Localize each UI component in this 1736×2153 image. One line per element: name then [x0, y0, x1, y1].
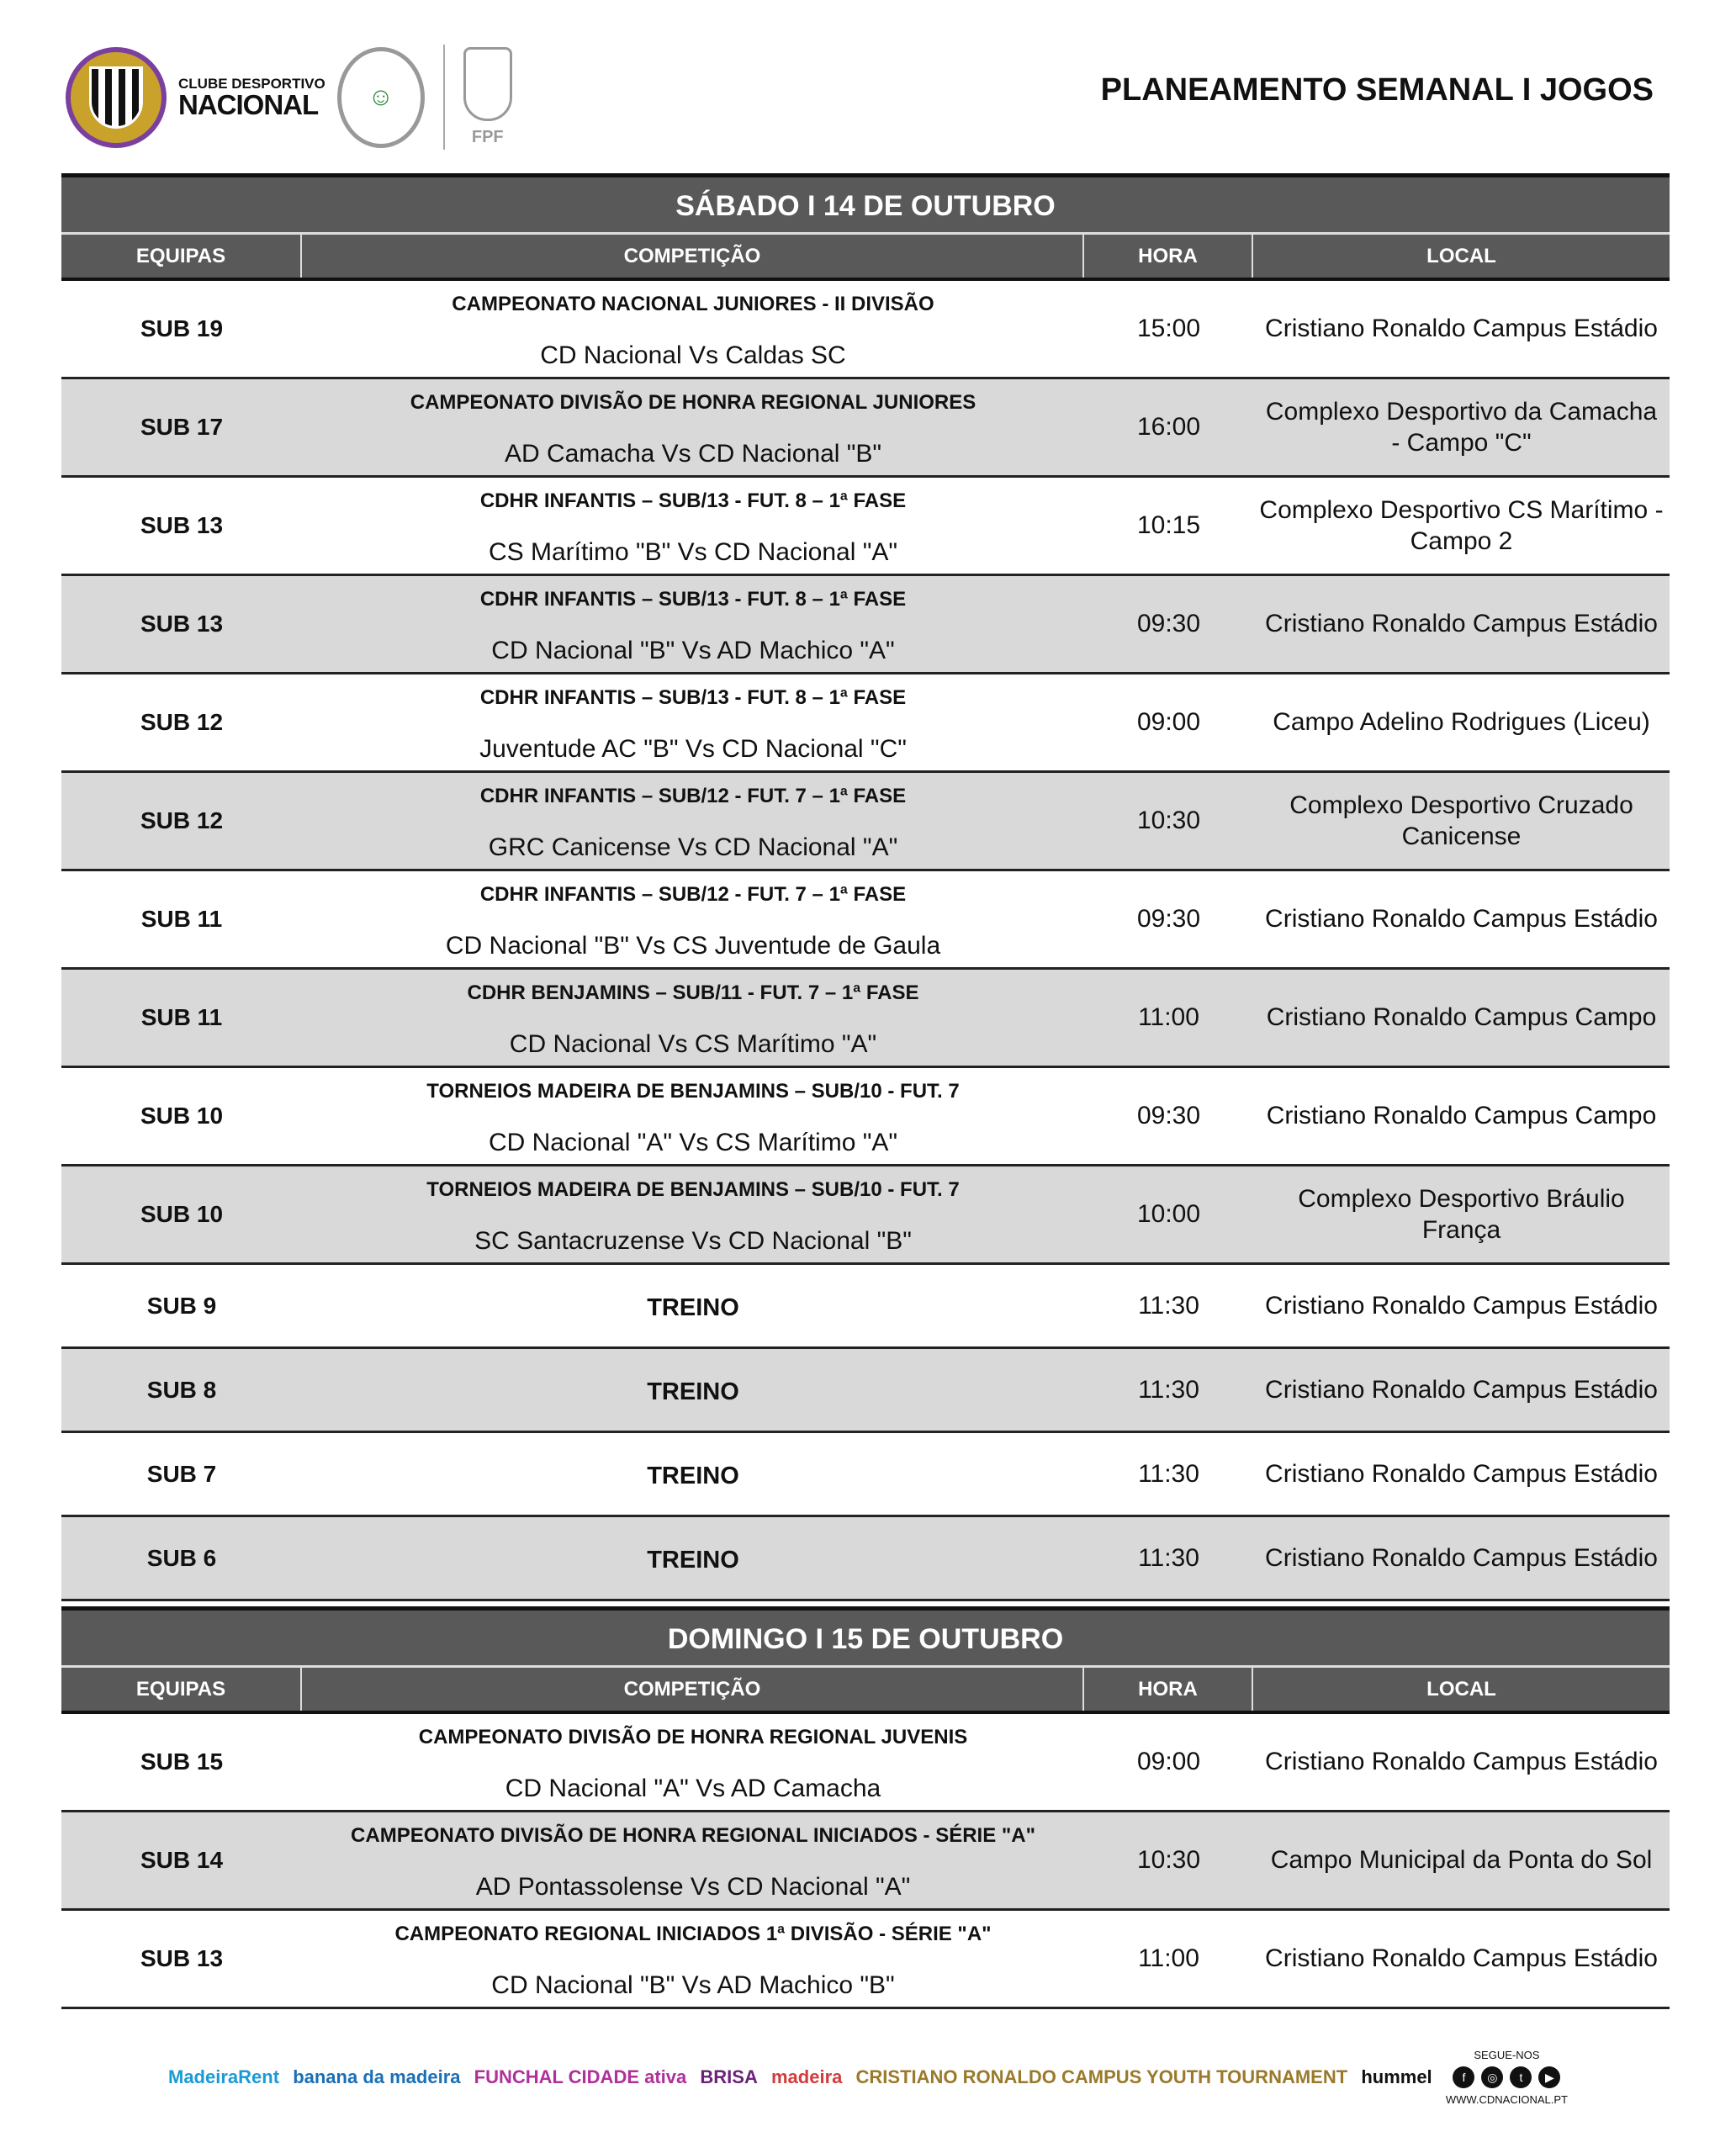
- table-row: [61, 1517, 1670, 1601]
- sponsor-logo: MadeiraRent: [168, 2066, 280, 2087]
- team-cell: SUB 15: [140, 1748, 224, 1775]
- competition-cell: [302, 478, 1084, 574]
- competition-name: TORNEIOS MADEIRA DE BENJAMINS – SUB/10 - FUT. 7: [426, 1178, 960, 1201]
- competition-cell: [302, 1166, 1084, 1262]
- schedule-table-day-1: [61, 173, 1670, 1601]
- column-header: COMPETIÇÃO: [302, 235, 1084, 278]
- competition-cell: [302, 674, 1084, 770]
- competition-cell: [302, 970, 1084, 1066]
- sponsors-footer: [168, 2035, 1568, 2119]
- time-cell: 11:00: [1138, 1003, 1199, 1031]
- schedule-table-day-2: [61, 1606, 1670, 2009]
- competition-name: CDHR INFANTIS – SUB/12 - FUT. 7 – 1ª FASE: [479, 785, 907, 807]
- competition-name: CDHR INFANTIS – SUB/13 - FUT. 8 – 1ª FASE: [479, 489, 907, 512]
- location-cell: Cristiano Ronaldo Campus Estádio: [1265, 1459, 1658, 1488]
- table-row: [61, 478, 1670, 576]
- table-row: [61, 1068, 1670, 1166]
- team-cell: SUB 17: [140, 414, 224, 440]
- table-row: [61, 576, 1670, 674]
- certification-logo: ☺: [337, 47, 425, 148]
- competition-name: CAMPEONATO REGIONAL INICIADOS 1ª DIVISÃO - SÉRIE "A": [394, 1923, 992, 1945]
- time-cell: 09:30: [1136, 610, 1201, 637]
- column-header: EQUIPAS: [61, 1668, 302, 1711]
- day-title: DOMINGO I 15 DE OUTUBRO: [61, 1606, 1670, 1665]
- location-cell: Complexo Desportivo Bráulio França: [1298, 1184, 1625, 1244]
- location-cell: Campo Adelino Rodrigues (Liceu): [1273, 708, 1650, 737]
- match-name: CD Nacional Vs Caldas SC: [540, 341, 846, 369]
- table-row: [61, 773, 1670, 871]
- fpf-logo: [463, 47, 512, 147]
- table-row: [61, 1166, 1670, 1265]
- youtube-icon[interactable]: ▶: [1538, 2066, 1560, 2088]
- competition-cell: [302, 1517, 1084, 1599]
- team-cell: SUB 13: [140, 1945, 224, 1971]
- competition-cell: [302, 1349, 1084, 1431]
- table-row: [61, 1433, 1670, 1517]
- competition-name: CAMPEONATO DIVISÃO DE HONRA REGIONAL JUVENIS: [418, 1726, 968, 1748]
- table-row: [61, 1714, 1670, 1812]
- competition-name: CDHR INFANTIS – SUB/12 - FUT. 7 – 1ª FASE: [479, 883, 907, 906]
- competition-name: CDHR BENJAMINS – SUB/11 - FUT. 7 – 1ª FASE: [467, 981, 919, 1004]
- match-name: CD Nacional "B" Vs AD Machico "B": [491, 1971, 895, 1999]
- table-row: [61, 1265, 1670, 1349]
- website-link[interactable]: WWW.CDNACIONAL.PT: [1445, 2093, 1568, 2106]
- table-row: [61, 871, 1670, 970]
- team-cell: SUB 11: [140, 906, 223, 932]
- time-cell: 10:30: [1136, 807, 1201, 834]
- location-cell: Cristiano Ronaldo Campus Estádio: [1265, 905, 1658, 934]
- competition-cell: [302, 1433, 1084, 1515]
- competition-cell: [302, 1265, 1084, 1346]
- competition-name: TREINO: [647, 1378, 739, 1405]
- team-cell: SUB 6: [146, 1544, 217, 1571]
- sponsor-logo: FUNCHAL CIDADE ativa: [474, 2066, 687, 2087]
- time-cell: 11:30: [1138, 1543, 1199, 1572]
- time-cell: 11:30: [1138, 1459, 1199, 1488]
- club-name-line1: CLUBE DESPORTIVO: [178, 75, 326, 92]
- time-cell: 09:30: [1136, 905, 1201, 933]
- sponsor-logo: hummel: [1361, 2066, 1432, 2087]
- club-name: [178, 77, 326, 119]
- time-cell: 09:00: [1136, 708, 1201, 736]
- competition-cell: [302, 871, 1084, 967]
- team-cell: SUB 8: [146, 1376, 217, 1403]
- location-cell: Cristiano Ronaldo Campus Campo: [1266, 1102, 1657, 1130]
- match-name: CD Nacional "B" Vs CS Juventude de Gaula: [445, 932, 941, 960]
- club-crest-logo: [66, 47, 167, 148]
- competition-cell: [302, 281, 1084, 377]
- follow-label: SEGUE-NOS: [1474, 2049, 1540, 2061]
- competition-name: TREINO: [647, 1294, 739, 1321]
- competition-cell: [302, 1812, 1084, 1908]
- team-cell: SUB 12: [140, 807, 224, 833]
- fpf-label: FPF: [471, 128, 504, 146]
- column-header: HORA: [1084, 235, 1253, 278]
- location-cell: Cristiano Ronaldo Campus Estádio: [1265, 1543, 1658, 1572]
- team-cell: SUB 9: [146, 1292, 217, 1319]
- competition-cell: [302, 1714, 1084, 1810]
- sponsor-logo: banana da madeira: [293, 2066, 461, 2087]
- time-cell: 10:00: [1136, 1200, 1201, 1228]
- match-name: AD Camacha Vs CD Nacional "B": [504, 440, 882, 468]
- instagram-icon[interactable]: ◎: [1481, 2066, 1503, 2088]
- table-row: [61, 1812, 1670, 1911]
- match-name: Juventude AC "B" Vs CD Nacional "C": [479, 735, 907, 763]
- table-row: [61, 1349, 1670, 1433]
- table-row: [61, 674, 1670, 773]
- competition-name: CDHR INFANTIS – SUB/13 - FUT. 8 – 1ª FASE: [479, 588, 907, 611]
- location-cell: Cristiano Ronaldo Campus Estádio: [1265, 1748, 1658, 1776]
- competition-name: TREINO: [647, 1547, 739, 1574]
- social-icons: [1453, 2066, 1560, 2088]
- time-cell: 11:30: [1138, 1291, 1199, 1320]
- location-cell: Complexo Desportivo CS Marítimo - Campo 2: [1259, 495, 1664, 555]
- time-cell: 11:00: [1138, 1944, 1199, 1972]
- team-cell: SUB 10: [140, 1201, 224, 1227]
- time-cell: 16:00: [1136, 413, 1201, 441]
- time-cell: 11:30: [1138, 1375, 1199, 1404]
- facebook-icon[interactable]: f: [1453, 2066, 1474, 2088]
- club-name-line2: NACIONAL: [178, 88, 319, 120]
- competition-cell: [302, 379, 1084, 475]
- competition-cell: [302, 1068, 1084, 1164]
- match-name: CD Nacional "A" Vs CS Marítimo "A": [488, 1129, 898, 1156]
- match-name: GRC Canicense Vs CD Nacional "A": [488, 833, 898, 861]
- team-cell: SUB 12: [140, 709, 224, 735]
- page-title: PLANEAMENTO SEMANAL I JOGOS: [1100, 72, 1654, 108]
- location-cell: Cristiano Ronaldo Campus Estádio: [1265, 1291, 1658, 1320]
- location-cell: Campo Municipal da Ponta do Sol: [1270, 1846, 1653, 1875]
- team-cell: SUB 7: [146, 1460, 217, 1487]
- sponsor-logo: CRISTIANO RONALDO CAMPUS YOUTH TOURNAMENT: [855, 2066, 1348, 2087]
- sponsor-logo: BRISA: [700, 2066, 758, 2087]
- table-row: [61, 379, 1670, 478]
- day-title: SÁBADO I 14 DE OUTUBRO: [61, 173, 1670, 232]
- location-cell: Cristiano Ronaldo Campus Campo: [1266, 1003, 1657, 1032]
- column-header: LOCAL: [1426, 1677, 1496, 1701]
- match-name: CD Nacional "B" Vs AD Machico "A": [491, 637, 895, 664]
- time-cell: 10:15: [1136, 511, 1201, 539]
- team-cell: SUB 13: [140, 512, 224, 538]
- column-header: HORA: [1084, 1668, 1253, 1711]
- competition-cell: [302, 1911, 1084, 2007]
- location-cell: Complexo Desportivo Cruzado Canicense: [1289, 791, 1633, 850]
- logos: [66, 40, 512, 154]
- competition-name: CAMPEONATO NACIONAL JUNIORES - II DIVISÃO: [452, 293, 934, 315]
- table-row: [61, 281, 1670, 379]
- location-cell: Cristiano Ronaldo Campus Estádio: [1265, 315, 1658, 343]
- match-name: CD Nacional Vs CS Marítimo "A": [509, 1030, 877, 1058]
- location-cell: Cristiano Ronaldo Campus Estádio: [1265, 1375, 1658, 1404]
- competition-name: CAMPEONATO DIVISÃO DE HONRA REGIONAL JUNIORES: [410, 391, 977, 414]
- twitter-icon[interactable]: t: [1510, 2066, 1532, 2088]
- competition-name: CDHR INFANTIS – SUB/13 - FUT. 8 – 1ª FASE: [479, 686, 907, 709]
- team-cell: SUB 11: [140, 1004, 223, 1030]
- location-cell: Cristiano Ronaldo Campus Estádio: [1265, 610, 1658, 638]
- competition-name: CAMPEONATO DIVISÃO DE HONRA REGIONAL INICIADOS - SÉRIE "A": [351, 1824, 1035, 1847]
- social-block: [1446, 2049, 1568, 2106]
- team-cell: SUB 19: [140, 315, 224, 341]
- divider: [443, 45, 445, 150]
- competition-cell: [302, 773, 1084, 869]
- competition-name: TORNEIOS MADEIRA DE BENJAMINS – SUB/10 - FUT. 7: [426, 1080, 960, 1103]
- location-cell: Cristiano Ronaldo Campus Estádio: [1265, 1944, 1658, 1973]
- match-name: CD Nacional "A" Vs AD Camacha: [505, 1775, 881, 1802]
- match-name: CS Marítimo "B" Vs CD Nacional "A": [488, 538, 898, 566]
- match-name: AD Pontassolense Vs CD Nacional "A": [475, 1873, 911, 1901]
- time-cell: 15:00: [1136, 315, 1201, 342]
- competition-name: TREINO: [647, 1463, 739, 1489]
- location-cell: Complexo Desportivo da Camacha - Campo "C": [1265, 397, 1658, 457]
- time-cell: 09:30: [1136, 1102, 1201, 1129]
- column-header: COMPETIÇÃO: [302, 1668, 1084, 1711]
- team-cell: SUB 10: [140, 1103, 224, 1129]
- column-header: EQUIPAS: [61, 235, 302, 278]
- match-name: SC Santacruzense Vs CD Nacional "B": [474, 1227, 912, 1255]
- team-cell: SUB 13: [140, 611, 224, 637]
- column-header: LOCAL: [1426, 244, 1496, 267]
- time-cell: 09:00: [1136, 1748, 1201, 1775]
- column-headers: [61, 1665, 1670, 1714]
- sponsor-logo: madeira: [771, 2066, 843, 2087]
- table-row: [61, 970, 1670, 1068]
- competition-cell: [302, 576, 1084, 672]
- team-cell: SUB 14: [140, 1847, 224, 1873]
- table-row: [61, 1911, 1670, 2009]
- column-headers: [61, 232, 1670, 281]
- time-cell: 10:30: [1136, 1846, 1201, 1874]
